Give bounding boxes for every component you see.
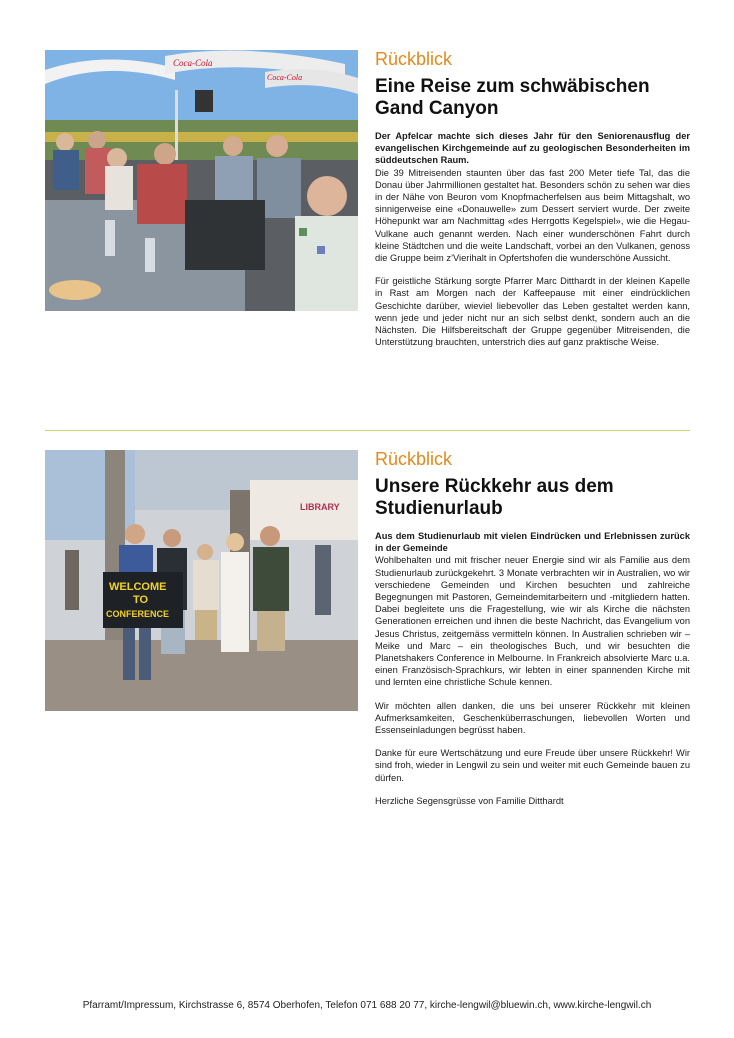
banner-text: TO [133,594,149,606]
article-paragraph: Wir möchten allen danken, die uns bei unserer Rückkehr mit kleinen Aufmerksamkeiten, Geschenküberraschungen, liebevollen Worten und Essenseinladungen begrüsst haben. [375,700,690,736]
section-divider [45,430,690,431]
article-paragraph: Wohlbehalten und mit frischer neuer Energie sind wir als Familie aus dem Studienurlaub zurückgekehrt. 3 Monate verbrachten wir in Australien, wo wir verschiedene Gemeinden und Kirchen besuchten und zahlreiche Begegnungen mit Pastoren, Gemeindemitarbeitern und -mitgliedern hatten. Dabei begleitete uns die Fragestellung, wie wir als Kirche die nächsten Generationen erreichen und ihnen die beste Nachricht, das Evangelium von Jesus Christus, zeitgemäss vermitteln können. In Australien schrieben wir – Meike und Marc – ein theologisches Buch, und wir besuchten die Planetshakers Conference in Melbourne. In Frankreich absolvierte Marc u.a. einen Französisch-Sprachkurs, wir lebten in einer spannenden Kirche mit und lernten eine christliche Schule kennen. [375,555,690,688]
article-paragraph: Danke für eure Wertschätzung und eure Freude über unsere Rückkehr! Wir sind froh, wieder in Lengwil zu sein und weiter mit euch Gemeinde bauen zu dürfen. [375,748,690,783]
umbrella-logo: Coca-Cola [267,73,303,82]
article-lead: Der Apfelcar machte sich dieses Jahr für den Seniorenausflug der evangelischen Kirchgemeinde auf zu geologischen Besonderheiten im süddeutschen Raum. [375,131,690,166]
banner-text: WELCOME [109,581,167,593]
article-seniorenausflug [45,48,690,420]
umbrella-logo: Coca-Cola [173,58,213,68]
restaurant-scene-image [45,50,358,311]
article-paragraph: Für geistliche Stärkung sorgte Pfarrer Marc Ditthardt in der kleinen Kapelle in Rast am Morgen nach der Kaffeepause mit einer eindrücklichen Geschichte darüber, wieviel liebevoller das Leben gestaltet werden kann, wenn jede und jeder nicht nur an sich selbst denkt, sondern auch an die Nächsten. Die Hilfsbereitschaft der Gruppe gegenüber Mitreisenden, die Unterstützung brauchten, unterstrich dies auf ganz praktische Weise. [375,276,690,348]
photo-family-conference [45,450,358,711]
article-title: Unsere Rückkehr aus dem Studienurlaub [375,476,614,519]
article-kicker: Rückblick [375,449,453,469]
article-paragraph: Die 39 Mitreisenden staunten über das fast 200 Meter tiefe Tal, das die Donau über Jahrmillionen gestaltet hat. Besonders schön zu sehen war dies in der Nähe von Beuron vom Knopfmacherfelsen aus beim Mittagshalt, wo sinnigerweise eine «Donauwelle» zum Dessert serviert wurde. Der zweite Höhepunkt war am Nachmittag «des Herrgotts Kegelspiel», wie die Hegau-Vulkane auch genannt werden. Nach einer wunderschönen Fahrt durch kleine Städtchen und die weite Landschaft, vorbei an den Vulkanen, genoss die Gruppe beim z’Vierihalt in Opfertshofen die wunderschöne Aussicht. [375,167,690,264]
article-lead: Aus dem Studienurlaub mit vielen Eindrücken und Erlebnissen zurück in der Gemeinde [375,531,690,554]
library-cafe-sign: LIBRARY [300,502,340,512]
family-conference-image [45,450,358,711]
article-signature: Herzliche Segensgrüsse von Familie Ditthardt [375,795,564,806]
page-footer-imprint: Pfarramt/Impressum, Kirchstrasse 6, 8574 Oberhofen, Telefon 071 688 20 77, kirche-lengwil@bluewin.ch, www.kirche-lengwil.ch [82,1000,652,1011]
article-title: Eine Reise zum schwäbischen Gand Canyon [375,76,650,119]
article-studienurlaub [45,448,690,858]
photo-seniors-restaurant [45,50,358,311]
article-kicker: Rückblick [375,49,453,69]
banner-text: CONFERENCE [106,609,170,619]
